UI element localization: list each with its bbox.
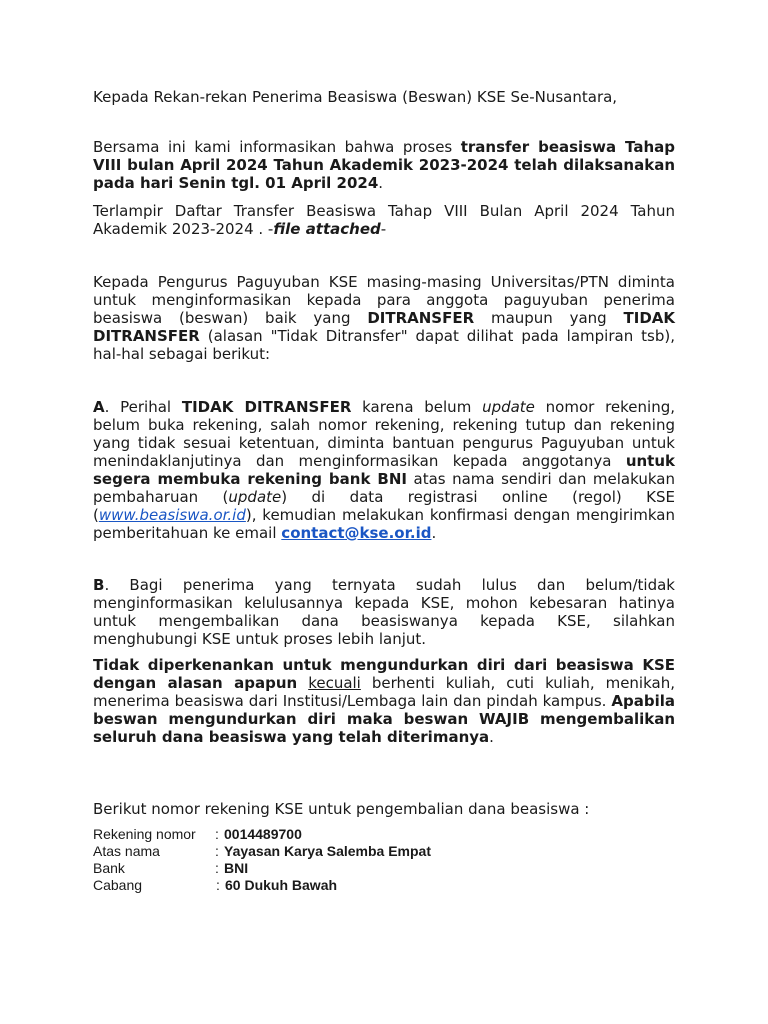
pc-t1 (297, 674, 308, 692)
paragraph-b (93, 576, 675, 648)
pc-b1: Tidak diperkenankan untuk mengundurkan diri dari beasiswa KSE dengan alasan apapun (93, 656, 675, 692)
bank-colon: : (215, 826, 219, 842)
bank-colon: : (216, 877, 220, 893)
pb-marker: B (93, 576, 105, 594)
paragraph-transfer-info (93, 138, 675, 192)
p3-t3: (alasan "Tidak Ditransfer" dapat dilihat pada lampiran tsb), hal-hal sebagai berikut: (93, 327, 675, 363)
p3-b1: DITRANSFER (367, 309, 475, 327)
pc-b2: Apabila beswan mengundurkan diri maka beswan WAJIB mengembalikan seluruh dana beasiswa yang telah diterimanya (93, 692, 675, 746)
pa-t5: ) di data registrasi online (regol) KSE ( (93, 488, 675, 524)
pa-t4: atas nama sendiri dan melakukan pembaharuan ( (93, 470, 675, 506)
p2-italic: file attached (273, 220, 381, 238)
bank-value: Yayasan Karya Salemba Empat (224, 843, 432, 859)
bank-label: Rekening nomor (93, 826, 196, 842)
pc-t2: berhenti kuliah, cuti kuliah, menikah, menerima beasiswa dari Institusi/Lembaga lain dan pindah kampus. (93, 674, 675, 710)
pa-i2: update (228, 488, 282, 506)
pa-t2: karena belum (351, 398, 483, 416)
pa-b2: untuk segera membuka rekening bank BNI (93, 452, 675, 488)
pa-marker: A (93, 398, 105, 416)
pa-t3: nomor rekening, belum buka rekening, salah nomor rekening, rekening tutup dan rekening yang tidak sesuai ketentuan, diminta bantuan pengurus Paguyuban untuk menindaklanjutinya dan menginformasikan kepada anggotanya (93, 398, 675, 470)
pb-text: . Bagi penerima yang ternyata sudah lulus dan belum/tidak menginformasikan kelulusannya kepada KSE, mohon kebesaran hatinya untuk mengembalikan dana beasiswanya kepada KSE, silahkan menghubungi KSE untuk proses lebih lanjut. (93, 576, 675, 648)
paragraph-attachment (93, 202, 675, 238)
pa-t1: . Perihal (104, 398, 182, 416)
bank-row-bank (93, 860, 493, 877)
p1-bold: transfer beasiswa Tahap VIII bulan April 2024 Tahun Akademik 2023-2024 telah dilaksanakan pada hari Senin tgl. 01 April 2024 (93, 138, 675, 192)
beasiswa-link[interactable]: www.beasiswa.or.id (98, 506, 246, 524)
p1-intro: Bersama ini kami informasikan bahwa proses (93, 138, 461, 156)
bank-value: 60 Dukuh Bawah (225, 877, 338, 893)
bank-row-cabang (93, 877, 493, 894)
bank-label: Cabang (93, 877, 143, 893)
contact-email-link[interactable]: contact@kse.or.id (281, 524, 432, 542)
pc-end: . (489, 728, 494, 746)
paragraph-warning (93, 656, 675, 746)
p2-end: - (380, 220, 387, 238)
p3-t2: maupun yang (474, 309, 624, 327)
greeting: Kepada Rekan-rekan Penerima Beasiswa (Beswan) KSE Se-Nusantara, (93, 88, 618, 106)
pa-b1: TIDAK DITRANSFER (181, 398, 352, 416)
pc-u1: kecuali (308, 674, 361, 692)
bank-row-atas-nama (93, 843, 493, 860)
paragraph-account-intro: Berikut nomor rekening KSE untuk pengembalian dana beasiswa : (93, 800, 590, 818)
pa-t7: . (431, 524, 437, 542)
p1-end: . (378, 174, 384, 192)
p3-t1: Kepada Pengurus Paguyuban KSE masing-masing Universitas/PTN diminta untuk menginformasikan kepada para anggota paguyuban penerima beasiswa (beswan) baik yang (93, 273, 675, 327)
p3-b2: TIDAK DITRANSFER (93, 309, 676, 345)
bank-row-rekening (93, 826, 493, 843)
bank-colon: : (215, 843, 219, 859)
paragraph-pengurus (93, 273, 675, 363)
pa-i1: update (482, 398, 535, 416)
bank-info (93, 826, 493, 894)
bank-value: 0014489700 (224, 826, 302, 842)
p2-text: Terlampir Daftar Transfer Beasiswa Tahap VIII Bulan April 2024 Tahun Akademik 2023-2024 . - (93, 202, 675, 238)
bank-label: Bank (93, 860, 125, 876)
bank-value: BNI (224, 860, 249, 876)
bank-colon: : (215, 860, 219, 876)
paragraph-a (93, 398, 675, 542)
pa-t6: ), kemudian melakukan konfirmasi dengan mengirimkan pemberitahuan ke email (93, 506, 675, 542)
bank-label: Atas nama (93, 843, 160, 859)
